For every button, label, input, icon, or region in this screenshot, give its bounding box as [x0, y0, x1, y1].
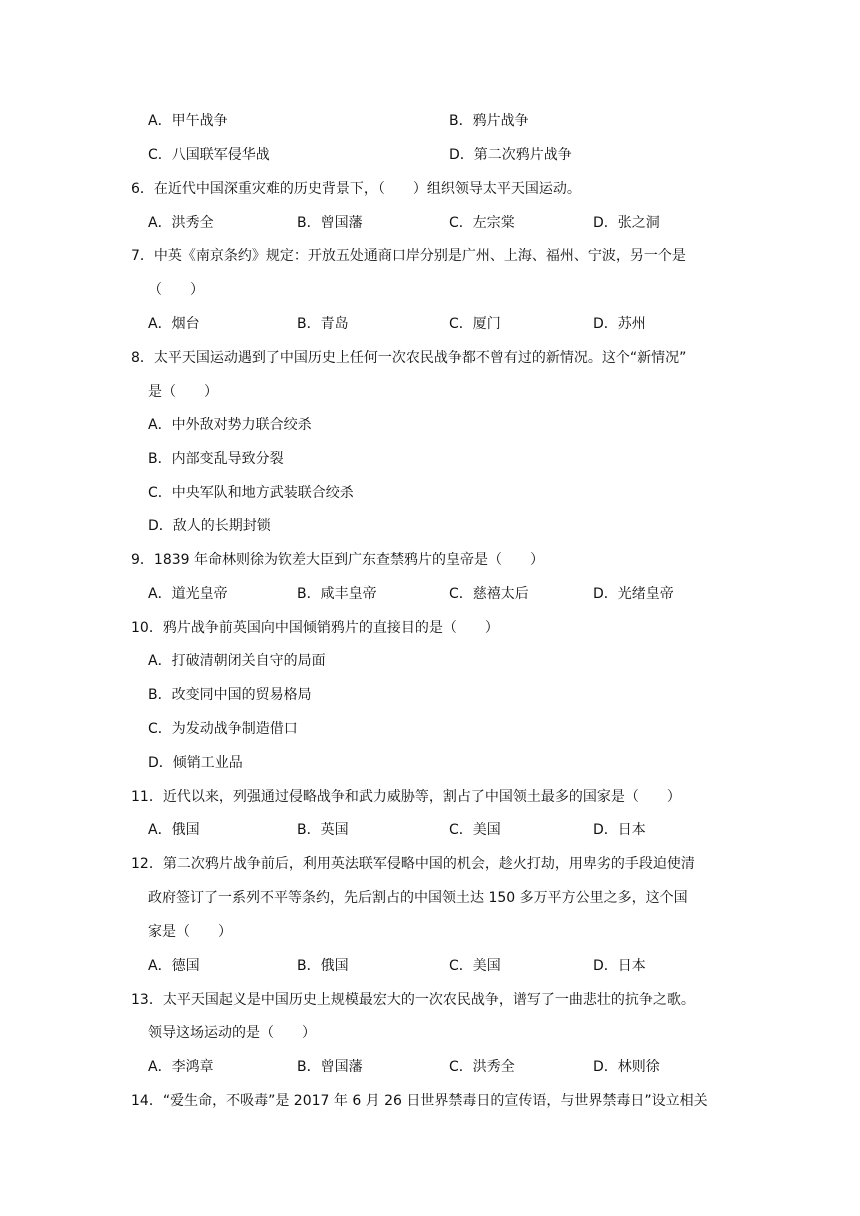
option-b: B．俄国: [297, 958, 349, 974]
option-d: D．倾销工业品: [148, 755, 243, 771]
question-text: “爱生命，不吸毒”是 2017 年 6 月 26 日世界禁毒日的宣传语，与世界禁毒日”设立相关: [162, 1093, 708, 1109]
option-d: D．苏州: [593, 316, 646, 332]
question-text: 中英《南京条约》规定：开放五处通商口岸分别是广州、上海、福州、宁波，另一个是: [153, 248, 686, 264]
question-10-stem: [131, 618, 499, 638]
question-number: 7．: [131, 248, 154, 264]
option-a: A．道光皇帝: [148, 586, 228, 602]
option-b: B．鸦片战争: [449, 113, 529, 129]
option-c: C．为发动战争制造借口: [148, 721, 298, 737]
option-a: A．甲午战争: [148, 113, 228, 129]
option-c: C．八国联军侵华战: [148, 147, 270, 163]
question-number: 11．: [131, 789, 163, 805]
question-14-stem: [131, 1091, 708, 1111]
question-8-stem-cont: 是（ ）: [148, 384, 218, 400]
option-c: C．洪秀全: [449, 1059, 515, 1075]
question-number: 14．: [131, 1093, 163, 1109]
question-13-stem: [131, 990, 695, 1010]
question-number: 12．: [131, 856, 163, 872]
option-b: B．青岛: [297, 316, 349, 332]
question-8-stem: [131, 348, 686, 368]
option-c: C．厦门: [449, 316, 501, 332]
question-text: 近代以来，列强通过侵略战争和武力威胁等，割占了中国领土最多的国家是（ ）: [162, 789, 681, 805]
question-7-stem-cont: （ ）: [148, 282, 204, 298]
option-d: D．敌人的长期封锁: [148, 518, 271, 534]
question-number: 9．: [131, 552, 154, 568]
option-a: A．洪秀全: [148, 215, 214, 231]
question-text: 第二次鸦片战争前后，利用英法联军侵略中国的机会，趁火打劫，用卑劣的手段迫使清: [162, 856, 695, 872]
question-number: 13．: [131, 992, 163, 1008]
question-number: 10．: [131, 620, 163, 636]
option-b: B．曾国藩: [297, 215, 363, 231]
option-c: C．中央军队和地方武装联合绞杀: [148, 485, 354, 501]
option-d: D．日本: [593, 958, 646, 974]
question-6-stem: [131, 179, 581, 199]
question-12-stem: [131, 854, 695, 874]
question-text: 1839 年命林则徐为钦差大臣到广东查禁鸦片的皇帝是（ ）: [153, 552, 544, 568]
option-a: A．俄国: [148, 822, 200, 838]
option-a: A．李鸿章: [148, 1059, 214, 1075]
option-c: C．美国: [449, 958, 501, 974]
question-9-stem: [131, 550, 544, 570]
question-text: 太平天国起义是中国历史上规模最宏大的一次农民战争，谱写了一曲悲壮的抗争之歌。: [162, 992, 695, 1008]
option-b: B．曾国藩: [297, 1059, 363, 1075]
option-c: C．慈禧太后: [449, 586, 529, 602]
option-b: B．咸丰皇帝: [297, 586, 377, 602]
question-text: 鸦片战争前英国向中国倾销鸦片的直接目的是（ ）: [162, 620, 499, 636]
option-b: B．英国: [297, 822, 349, 838]
question-7-stem: [131, 246, 686, 266]
question-number: 6．: [131, 181, 154, 197]
option-c: C．左宗棠: [449, 215, 515, 231]
option-d: D．张之洞: [593, 215, 660, 231]
question-12-stem-cont: 家是（ ）: [148, 924, 232, 940]
option-d: D．第二次鸦片战争: [449, 147, 572, 163]
option-b: B．改变同中国的贸易格局: [148, 687, 312, 703]
option-c: C．美国: [449, 822, 501, 838]
option-a: A．中外敌对势力联合绞杀: [148, 417, 312, 433]
question-11-stem: [131, 787, 681, 807]
option-d: D．林则徐: [593, 1059, 660, 1075]
option-d: D．光绪皇帝: [593, 586, 674, 602]
question-12-stem-cont: 政府签订了一系列不平等条约，先后割占的中国领土达 150 多万平方公里之多，这个国: [148, 890, 688, 906]
option-a: A．烟台: [148, 316, 200, 332]
question-text: 太平天国运动遇到了中国历史上任何一次农民战争都不曾有过的新情况。这个“新情况”: [153, 350, 687, 366]
question-13-stem-cont: 领导这场运动的是（ ）: [148, 1025, 316, 1041]
option-d: D．日本: [593, 822, 646, 838]
option-b: B．内部变乱导致分裂: [148, 451, 284, 467]
question-number: 8．: [131, 350, 154, 366]
option-a: A．打破清朝闭关自守的局面: [148, 653, 326, 669]
option-a: A．德国: [148, 958, 200, 974]
question-text: 在近代中国深重灾难的历史背景下，（ ）组织领导太平天国运动。: [153, 181, 581, 197]
